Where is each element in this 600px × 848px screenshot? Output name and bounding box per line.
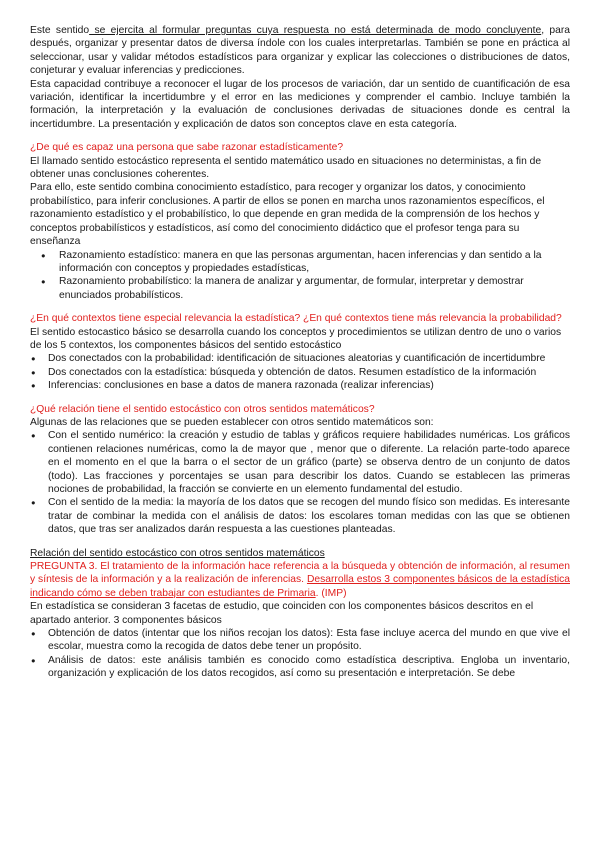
list-item: ● Análisis de datos: este análisis también es conocido como estadística descriptiva. Engloba un inventario, organización y explicación de los datos recogidos, así como su presentación e interpretación. Se debe [30,654,570,681]
list-item: ● Razonamiento probabilístico: la manera de analizar y argumentar, de formular, interpretar y demostrar enunciados probabilísticos. [30,275,570,302]
question-3: PREGUNTA 3. El tratamiento de la información hace referencia a la búsqueda y obtención de información, al resumen y síntesis de la información y a la realización de inferencias. Desarrolla estos 3 componentes básicos de la estadística indicando cómo se deben trabajar con estudiantes de Primaria. (IMP) [30,561,570,599]
section1-paragraph-2: Para ello, este sentido combina conocimiento estadístico, para recoger y organizar los datos, y conocimiento probabilístico, para inferir conclusiones. A partir de ellos se ponen en marcha unos razonamientos específicos, el razonamiento estadístico y el probabilístico, lo que depende en gran medida de la comprensión de los hechos y conceptos probabilísticos y estadísticos, así como del conocimiento didáctico que el profesor tenga para su enseñanza [30,182,545,248]
section4-paragraph-1: En estadística se consideran 3 facetas de estudio, que coinciden con los componentes básicos descritos en el apartado anterior. 3 componentes básicos [30,601,534,626]
underlined-phrase: se ejercita al formular preguntas cuya respuesta no está determinada de modo concluyente [89,25,542,36]
section-heading-contextos: ¿En qué contextos tiene especial relevancia la estadística? ¿En qué contextos tiene más relevancia la probabilidad? [30,313,562,325]
section4-bullet-list [30,627,570,681]
list-item: ● Con el sentido numérico: la creación y estudio de tablas y gráficos requiere habilidades numéricas. Los gráficos contienen relaciones numéricas, como la de mayor que , menor que o diferente. La relación parte-todo aparece en el momento en el que la barra o el sector de un gráfico (parte) se observa dentro de un conjunto de datos (todo). Las fracciones y porcentajes se usan para describir los datos. Cuando se establecen las primeras nociones de probabilidad, la fracción se convierte en un elemento fundamental del estudio. [30,429,570,496]
list-item: ● Dos conectados con la estadística: búsqueda y obtención de datos. Resumen estadístico de la información [30,366,570,379]
list-item: ● Razonamiento estadístico: manera en que las personas argumentan, hacen inferencias y dan sentido a la información con conceptos y propiedades estadísticas, [30,249,570,276]
list-item: ● Con el sentido de la media: la mayoría de los datos que se recogen del mundo físico son medidas. Es interesante tratar de combinar la medida con el análisis de datos: los escolares toman medidas con las que se obtienen datos, que tras ser analizados darán respuesta a las cuestiones planteadas. [30,496,570,536]
question-3-underlined: Desarrolla estos 3 componentes básicos de la estadística indicando cómo se deben trabajar con estudiantes de Primaria [30,574,570,599]
list-item: ● Obtención de datos (intentar que los niños recojan los datos): Esta fase incluye acerca del mundo en que vive el escolar, muestra como la recogida de datos debe tener un propósito. [30,627,570,654]
list-item: ● Inferencias: conclusiones en base a datos de manera razonada (realizar inferencias) [30,379,570,392]
section1-paragraph-1: El llamado sentido estocástico representa el sentido matemático usado en situaciones no deterministas, a fin de obtener unas conclusiones coherentes. [30,155,542,181]
section3-paragraph-1: Algunas de las relaciones que se pueden establecer con otros sentido matemáticos son: [30,416,434,428]
intro-paragraph-1: Este sentido se ejercita al formular preguntas cuya respuesta no está determinada de modo concluyente, para después, organizar y presentar datos de diversa índole con los cuales interpretarlas. También se pone en práctica al seleccionar, usar y validar métodos estadísticos para organizar y explicar las colecciones o distribuciones de datos, conjeturar y evaluar inferencias y predicciones. [30,25,570,77]
section1-bullet-list [30,249,570,303]
section2-paragraph-1: El sentido estocastico básico se desarrolla cuando los conceptos y procedimientos se utilizan dentro de uno o varios de los 5 contextos, los componentes básicos del sentido estocástico [30,326,562,351]
section-heading-relacion: ¿Qué relación tiene el sentido estocástico con otros sentidos matemáticos? [30,403,375,415]
section2-bullet-list [30,352,570,392]
section-heading-razonar: ¿De qué es capaz una persona que sabe razonar estadísticamente? [30,142,344,154]
section3-bullet-list [30,429,570,536]
list-item: ● Dos conectados con la probabilidad: identificación de situaciones aleatorias y cuantificación de incertidumbre [30,352,570,365]
section4-title: Relación del sentido estocástico con otros sentidos matemáticos [30,547,325,559]
intro-paragraph-2: Esta capacidad contribuye a reconocer el lugar de los procesos de variación, dar un sentido de cuantificación de esa variación, identificar la incertidumbre y el error en las mediciones y comprender el cambio. Incluye también la formación, la interpretación y la evaluación de conclusiones derivadas de situaciones donde es central la incertidumbre. La presentación y explicación de datos son conceptos clave en esta categoría. [30,78,570,130]
